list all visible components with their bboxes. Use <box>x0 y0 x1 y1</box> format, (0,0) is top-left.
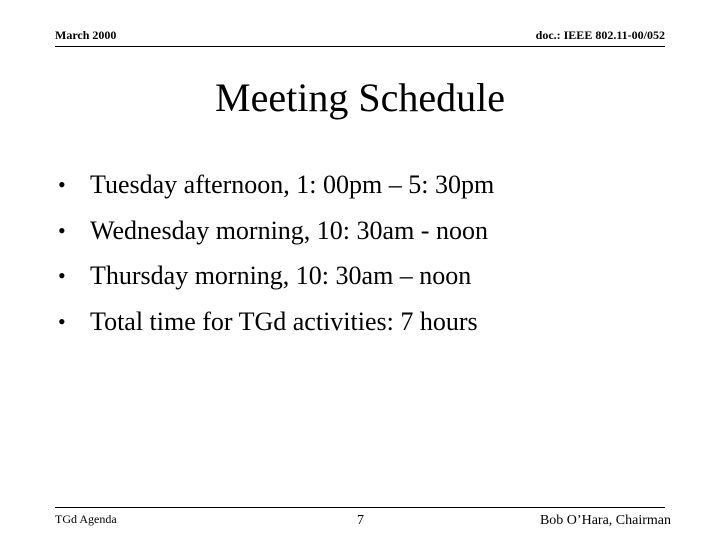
header-divider <box>55 46 665 47</box>
bullet-icon: • <box>58 172 66 197</box>
bullet-item <box>58 253 494 299</box>
bullet-item <box>58 208 494 254</box>
bullet-list <box>58 162 494 344</box>
bullet-text: Thursday morning, 10: 30am – noon <box>90 261 472 290</box>
bullet-item <box>58 162 494 208</box>
header-date: March 2000 <box>55 28 117 42</box>
bullet-text: Tuesday afternoon, 1: 00pm – 5: 30pm <box>90 170 495 199</box>
page-number: 7 <box>357 513 364 528</box>
bullet-icon: • <box>58 308 66 334</box>
header-doc-id: doc.: IEEE 802.11-00/052 <box>535 28 665 42</box>
slide-title: Meeting Schedule <box>215 75 505 120</box>
bullet-icon: • <box>58 217 66 243</box>
bullet-text: Total time for TGd activities: 7 hours <box>90 306 478 336</box>
footer-divider <box>55 507 665 508</box>
bullet-item <box>58 299 494 345</box>
footer-left-text: TGd Agenda <box>55 512 117 526</box>
footer-author: Bob O’Hara, Chairman <box>539 513 671 528</box>
bullet-text: Wednesday morning, 10: 30am - noon <box>90 215 488 245</box>
bullet-icon: • <box>58 263 66 288</box>
